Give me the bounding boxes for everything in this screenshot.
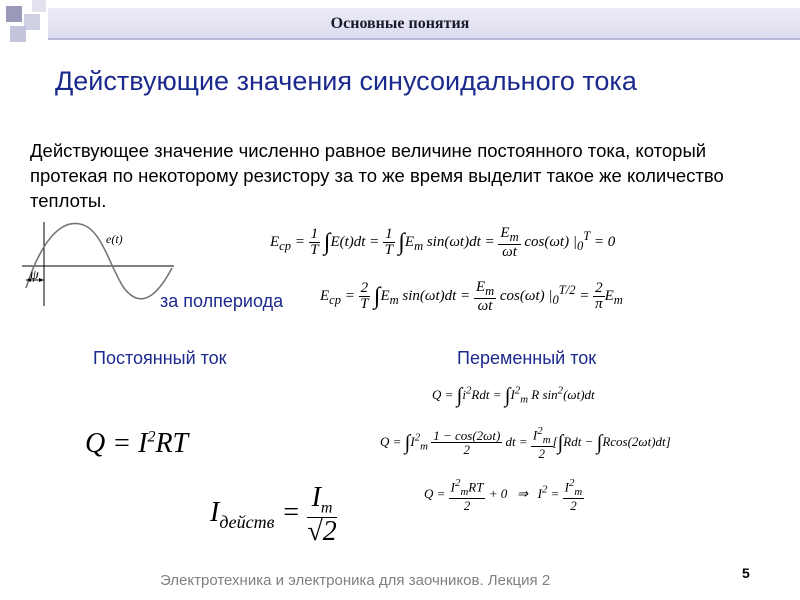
formula-e-avg-full: $E_{ср}$ = $\frac{1}{T}$ ∫E(t)dt = $\frac{1}{T}$ $\int E_m$ sin(ωt)dt = $\frac{E_m}{\omega t}$ cos(ωt) $|_0^T = 0$ bbox=[270, 225, 616, 260]
footer-text: Электротехника и электроника для заочников. Лекция 2 bbox=[160, 572, 551, 589]
header-title: Основные понятия bbox=[330, 15, 470, 32]
formula-ac-q1: $Q = \int i^2Rdt = \int I^2_m$ R $\sin^2(\omega t)dt$ bbox=[432, 384, 595, 407]
phase-label: ψ bbox=[30, 268, 39, 283]
dc-label: Постоянный ток bbox=[93, 348, 227, 368]
formula-ac-q3: Q = $\frac{I^2_mRT}{2}$ + 0 ⇒ $I^2$ = $\frac{I^2_m}{2}$ bbox=[424, 477, 583, 513]
curve-label: e(t) bbox=[106, 232, 123, 246]
half-period-label: за полпериода bbox=[160, 291, 284, 311]
definition-text: Действующее значение численно равное величине постоянного тока, который протекая по некоторому резистору за то же время выделит такое же количество теплоты. bbox=[30, 140, 724, 211]
sine-graph bbox=[22, 218, 182, 310]
decor-square-4 bbox=[32, 0, 46, 12]
ac-label: Переменный ток bbox=[457, 348, 597, 368]
page-number: 5 bbox=[742, 565, 750, 581]
formula-dc-q: $Q = I^2RT$ bbox=[85, 428, 189, 459]
formula-ac-q2: $Q = \int I^2_m$ $\frac{1 - \cos(2\omega t)}{2}$ dt = $\frac{I^2_m}{2}$ [∫Rdt − ∫Rcos(2ωt)dt] bbox=[380, 425, 671, 461]
formula-e-avg-half: $E_{ср}$ = $\frac{2}{T}$ $\int E_m$ sin(ωt)dt = $\frac{E_m}{\omega t}$ cos(ωt) $|_0^{T/2}$ = $\frac{2}{\pi}$ $E_m$ bbox=[320, 279, 623, 314]
formula-i-eff: $I_{действ}$ = $\frac{I_m}{√2}$ bbox=[210, 482, 337, 547]
sine-curve bbox=[26, 223, 172, 298]
slide-title: Действующие значения синусоидального тока bbox=[55, 66, 637, 96]
